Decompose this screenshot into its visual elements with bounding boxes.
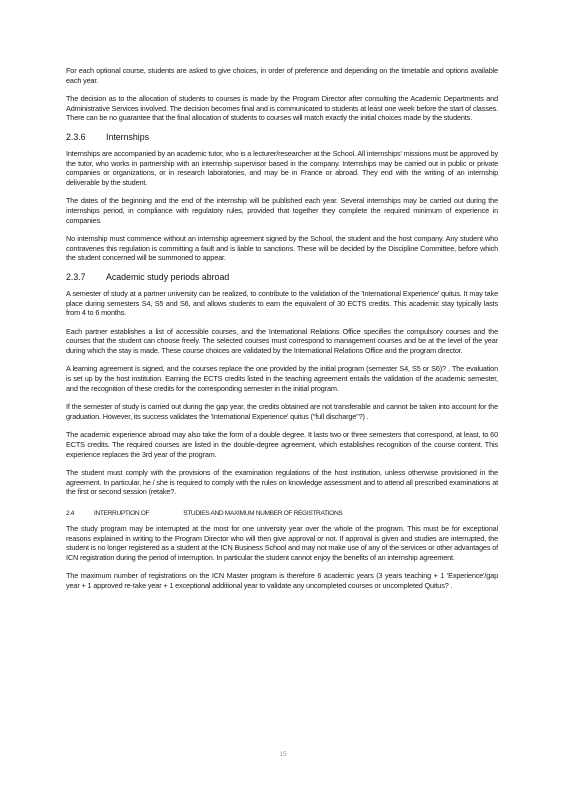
- page-number: 15: [279, 751, 287, 758]
- section-title: Academic study periods abroad: [106, 271, 230, 282]
- section-title-part1: INTERRUPTION OF: [94, 510, 150, 517]
- paragraph: The academic experience abroad may also take the form of a double degree. It lasts two or three semesters that correspond, at least, to 60 ECTS credits. The required courses are listed in the double-degree agreement, which establishes recognition of the course content. This experience replaces the 3rd year of the program.: [66, 430, 498, 459]
- section-number: 2.3.7: [66, 271, 86, 282]
- paragraph: A semester of study at a partner university can be realized, to contribute to the validation of the 'International Experience' quitus. It may take place during semesters S4, S5 and S6, and allows students to earn the equivalent of 30 ECTS credits. This academic stay typically lasts from 4 to 6 months.: [66, 288, 498, 318]
- section-number: 2.3.6: [66, 131, 86, 142]
- paragraph: A learning agreement is signed, and the courses replace the one provided by the initial program (semester S4, S5 or S6)? . The evaluation is set up by the host institution. Earning the ECTS credits listed in the teaching agreement entails the validation of the academic semester, and the recognition of these credits for the corresponding semester in the initial program.: [66, 364, 498, 393]
- section-number: 2.4: [66, 510, 75, 517]
- section-heading-interruption: [66, 510, 498, 517]
- document-page: [66, 66, 498, 600]
- paragraph: The study program may be interrupted at the most for one university year over the whole of the program. This must be for exceptional reasons explained in writing to the Program Director who will then give approval or not. If approval is given and studies are interrupted, the student is no longer registered as a student at the ICN Business School and may not make use of any of the services or other advantages of ICN registration during the period of interruption. In particular the student cannot enjoy the benefits of an internship agreement.: [66, 524, 498, 562]
- section-title-part2: STUDIES AND MAXIMUM NUMBER OF REGISTRATIONS: [183, 510, 343, 517]
- paragraph: For each optional course, students are asked to give choices, in order of preference and depending on the timetable and options available each year.: [66, 66, 498, 85]
- paragraph: If the semester of study is carried out during the gap year, the credits obtained are not transferable and cannot be taken into account for the graduation. However, its success validates the 'International Experience' quitus ("full discharge"?) .: [66, 402, 498, 421]
- paragraph: The dates of the beginning and the end of the internship will be published each year. Several internships may be carried out during the internships period, in compliance with regulatory rules, provided that together they complete the required minimum of experience in companies.: [66, 196, 498, 225]
- paragraph: The student must comply with the provisions of the examination regulations of the host institution, unless otherwise provisioned in the agreement. In particular, he / she is required to comply with the rules on knowledge assessment and to attend all prescribed examinations at the first or second session (retake?.: [66, 468, 498, 497]
- section-title: Internships: [106, 131, 150, 142]
- section-heading-internships: [66, 132, 498, 142]
- paragraph: No internship must commence without an internship agreement signed by the School, the student and the host company. Any student who contravenes this regulation is committing a fault and is liable to sanctions. These will be decided by the Discipline Committee, before which the student concerned will be summoned to appear.: [66, 234, 498, 263]
- paragraph: Each partner establishes a list of accessible courses, and the International Relations Office specifies the compulsory courses and the courses that the student can choose freely. The selected courses must correspond to management courses and be at the level of the year during which the stay is made. These course choices are validated by the International Relations Office and the program director.: [66, 326, 498, 355]
- paragraph: The decision as to the allocation of students to courses is made by the Program Director after consulting the Academic Departments and Administrative Services involved. The decision becomes final and is communicated to students at least one week before the start of classes. There can be no guarantee that the final allocation of students to courses will match exactly the initial choices made by the students.: [66, 94, 498, 123]
- section-heading-study-abroad: [66, 272, 498, 282]
- paragraph: Internships are accompanied by an academic tutor, who is a lecturer/researcher at the School. All internships' missions must be approved by the tutor, who works in partnership with an internship supervisor based in the company. Internships may be carried out in public or private companies or organizations, or in research laboratories, and may be in France or abroad. They end with the writing of an internship deliverable by the student.: [66, 148, 498, 187]
- intro-block: [66, 66, 498, 123]
- paragraph: The maximum number of registrations on the ICN Master program is therefore 6 academic years (3 years teaching + 1 'Experience'/gap year + 1 approved re-take year + 1 exceptional additional year to validate any uncompleted courses or uncompleted Quitus? .: [66, 571, 498, 590]
